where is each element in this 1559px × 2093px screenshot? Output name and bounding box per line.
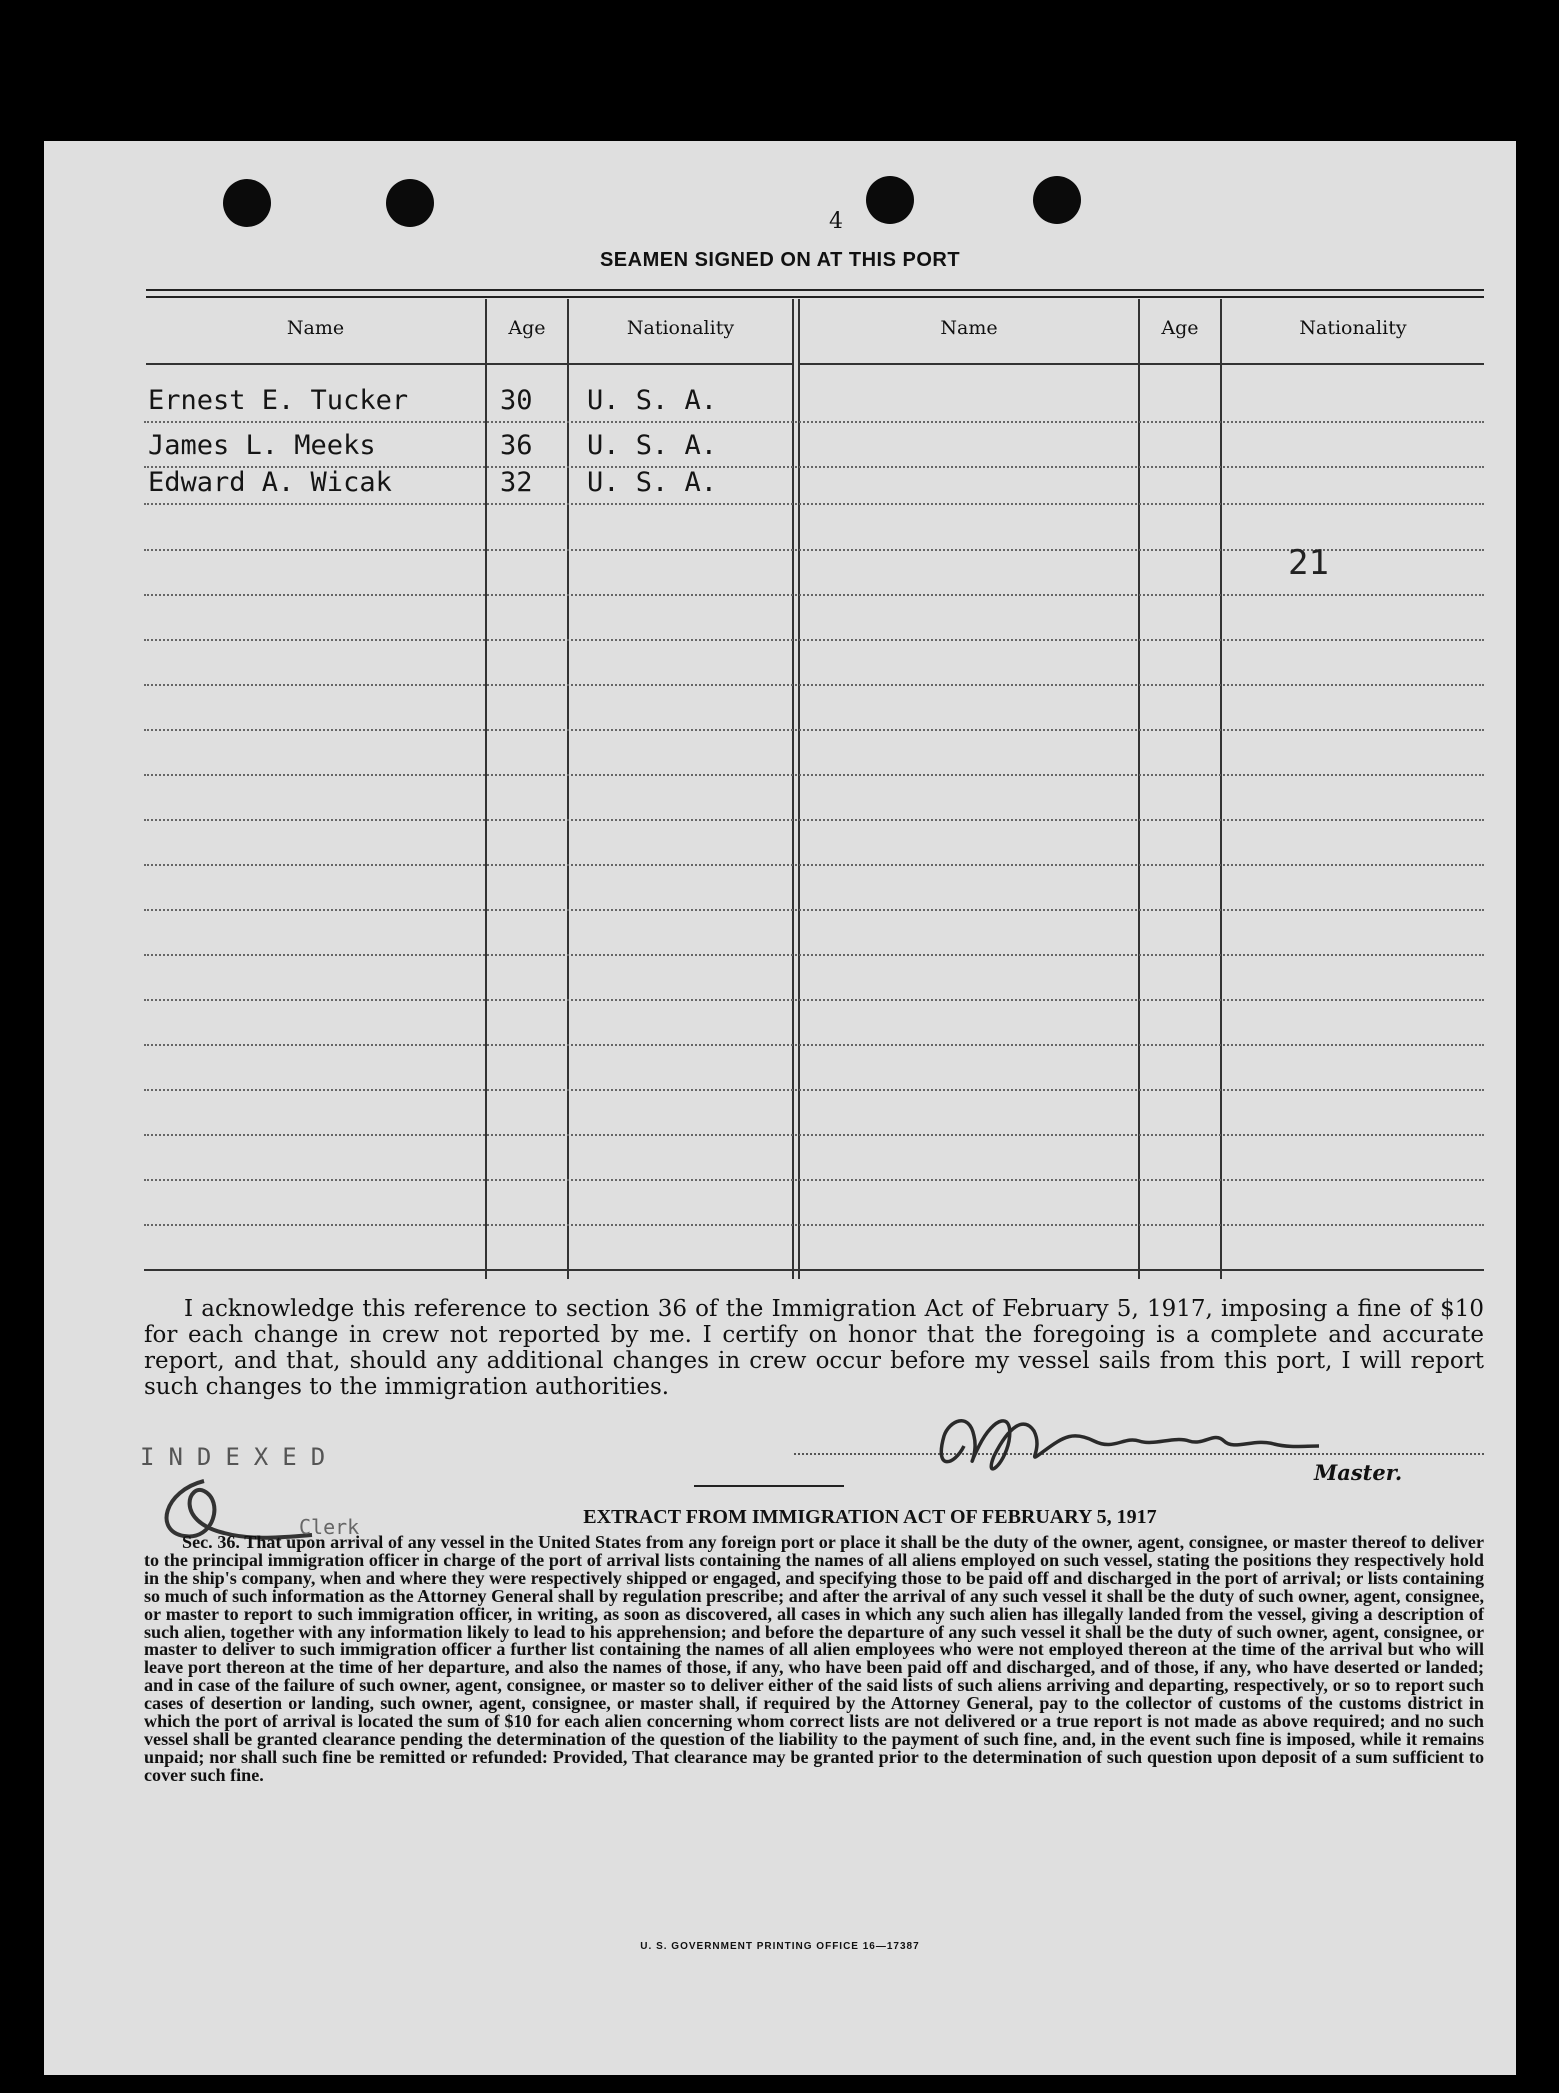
signature-rule-short xyxy=(694,1485,844,1487)
form-page xyxy=(44,141,1516,2075)
empty-row xyxy=(144,1180,1484,1226)
clerk-label: Clerk xyxy=(299,1515,360,1539)
punch-hole-4 xyxy=(1033,176,1081,224)
seaman-age: 36 xyxy=(500,430,533,461)
empty-row xyxy=(144,775,1484,821)
empty-row xyxy=(144,1225,1484,1271)
section-36-text: Sec. 36. That upon arrival of any vessel in the United States from any foreign port or place it shall be the duty of the owner, agent, consignee, or master thereof to deliver to the principal immigration officer in charge of the port of arrival lists containing the names of all aliens employed on such vessel, stating the positions they respectively hold in the ship's company, when and where they were respectively shipped or engaged, and specifying those to be paid off and discharged in the port of arrival; or lists containing so much of such information as the Attorney General shall by regulation prescribe; and after the arrival of any such vessel it shall be the duty of such owner, agent, consignee, or master to report to such immigration officer, in writing, as soon as discovered, all cases in which any such alien has illegally landed from the vessel, giving a description of such alien, together with any information likely to lead to his apprehension; and before the departure of any such vessel it shall be the duty of such owner, agent, consignee, or master to deliver to such immigration officer a further list containing the names of all alien employees who were not employed thereon at the time of the arrival but who will leave port thereon at the time of her departure, and also the names of those, if any, who have been paid off and discharged, and of those, if any, who have deserted or landed; and in case of the failure of such owner, agent, consignee, or master so to deliver either of the said lists of such aliens arriving and departing, respectively, or so to report such cases of desertion or landing, such owner, agent, consignee, or master shall, if required by the Attorney General, pay to the collector of customs of the customs district in which the port of arrival is located the sum of $10 for each alien concerning whom correct lists are not delivered or a true report is not made as above required; and no such vessel shall be granted clearance pending the determination of the question of the liability to the payment of such fine, and, in the event such fine is imposed, while it remains unpaid; nor shall such fine be remitted or refunded: Provided, That clearance may be granted prior to the determination of such question upon deposit of a sum sufficient to cover such fine. xyxy=(144,1532,1484,1785)
header-underline xyxy=(1140,363,1220,365)
empty-row xyxy=(144,505,1484,551)
seaman-name: Edward A. Wicak xyxy=(148,467,392,498)
printing-office-footer: U. S. GOVERNMENT PRINTING OFFICE 16—17387 xyxy=(640,1941,920,1952)
master-label: Master. xyxy=(1314,1460,1403,1485)
header-age-right: Age xyxy=(1161,317,1199,339)
empty-row xyxy=(144,955,1484,1001)
header-underline xyxy=(487,363,567,365)
punch-hole-2 xyxy=(386,179,434,227)
header-underline xyxy=(146,363,485,365)
empty-row xyxy=(144,685,1484,731)
header-underline xyxy=(800,363,1138,365)
table-row xyxy=(144,459,1484,505)
table-row xyxy=(144,377,1484,423)
form-title: SEAMEN SIGNED ON AT THIS PORT xyxy=(599,249,961,271)
empty-row xyxy=(144,1000,1484,1046)
seaman-nationality: U. S. A. xyxy=(587,467,718,498)
stamp-number: 21 xyxy=(1288,543,1329,583)
empty-row xyxy=(144,595,1484,641)
seaman-nationality: U. S. A. xyxy=(587,385,718,416)
seaman-age: 32 xyxy=(500,467,533,498)
empty-row xyxy=(144,820,1484,866)
seaman-name: James L. Meeks xyxy=(148,430,376,461)
title-rule-top xyxy=(146,289,1484,291)
extract-title: EXTRACT FROM IMMIGRATION ACT OF FEBRUARY 5, 1917 xyxy=(583,1506,1157,1528)
empty-row xyxy=(144,550,1484,596)
header-underline xyxy=(569,363,792,365)
indexed-stamp: INDEXED xyxy=(140,1443,340,1471)
header-underline xyxy=(1222,363,1484,365)
title-rule-bottom xyxy=(146,296,1484,298)
seaman-nationality: U. S. A. xyxy=(587,430,718,461)
header-age-left: Age xyxy=(508,317,546,339)
header-nationality-left: Nationality xyxy=(626,317,735,339)
header-nationality-right: Nationality xyxy=(1299,317,1407,339)
punch-hole-3 xyxy=(866,176,914,224)
empty-row xyxy=(144,910,1484,956)
empty-row xyxy=(144,1045,1484,1091)
master-signature xyxy=(924,1396,1324,1486)
seaman-age: 30 xyxy=(500,385,533,416)
seaman-name: Ernest E. Tucker xyxy=(148,385,409,416)
empty-row xyxy=(144,730,1484,776)
acknowledgment-text: I acknowledge this reference to section 36 of the Immigration Act of February 5, 1917, imposing a fine of $10 for each change in crew not reported by me. I certify on honor that the foregoing is a complete and accurate report, and that, should any additional changes in crew occur before my vessel sails from this port, I will report such changes to the immigration authorities. xyxy=(144,1296,1484,1400)
empty-row xyxy=(144,1135,1484,1181)
page-number: 4 xyxy=(829,209,843,234)
empty-row xyxy=(144,1090,1484,1136)
empty-row xyxy=(144,865,1484,911)
header-name-right: Name xyxy=(940,317,998,339)
header-name-left: Name xyxy=(286,317,345,339)
empty-row xyxy=(144,640,1484,686)
punch-hole-1 xyxy=(223,179,271,227)
